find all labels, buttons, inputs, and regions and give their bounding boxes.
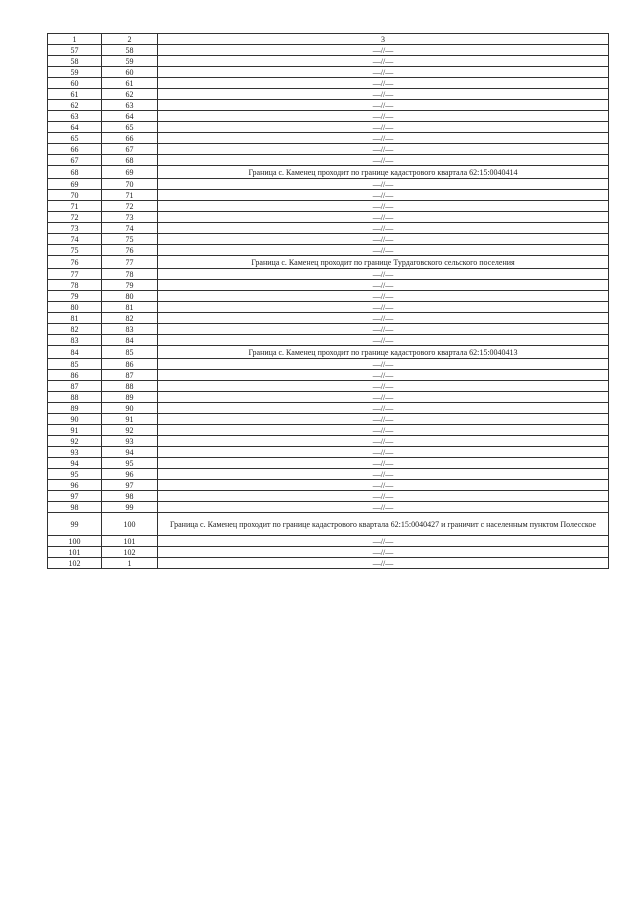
to-point-cell: 58 bbox=[102, 45, 158, 56]
from-point-cell: 60 bbox=[48, 78, 102, 89]
from-point-cell: 66 bbox=[48, 144, 102, 155]
description-cell: —//— bbox=[158, 324, 609, 335]
to-point-cell: 65 bbox=[102, 122, 158, 133]
to-point-cell: 70 bbox=[102, 179, 158, 190]
description-cell: —//— bbox=[158, 335, 609, 346]
table-row bbox=[48, 280, 609, 291]
description-cell: —//— bbox=[158, 234, 609, 245]
from-point-cell: 82 bbox=[48, 324, 102, 335]
from-point-cell: 94 bbox=[48, 458, 102, 469]
from-point-cell: 91 bbox=[48, 425, 102, 436]
description-cell: —//— bbox=[158, 447, 609, 458]
to-point-cell: 100 bbox=[102, 513, 158, 536]
description-cell: —//— bbox=[158, 280, 609, 291]
description-cell: —//— bbox=[158, 558, 609, 569]
to-point-cell: 59 bbox=[102, 56, 158, 67]
table-row bbox=[48, 447, 609, 458]
to-point-cell: 99 bbox=[102, 502, 158, 513]
table-row bbox=[48, 45, 609, 56]
table-row bbox=[48, 436, 609, 447]
table-row bbox=[48, 392, 609, 403]
table-row bbox=[48, 111, 609, 122]
from-point-cell: 96 bbox=[48, 480, 102, 491]
table-row bbox=[48, 234, 609, 245]
from-point-cell: 99 bbox=[48, 513, 102, 536]
from-point-cell: 73 bbox=[48, 223, 102, 234]
table-row bbox=[48, 480, 609, 491]
from-point-cell: 75 bbox=[48, 245, 102, 256]
to-point-cell: 79 bbox=[102, 280, 158, 291]
from-point-cell: 78 bbox=[48, 280, 102, 291]
to-point-cell: 89 bbox=[102, 392, 158, 403]
description-cell: —//— bbox=[158, 78, 609, 89]
from-point-cell: 72 bbox=[48, 212, 102, 223]
from-point-cell: 85 bbox=[48, 359, 102, 370]
table-row bbox=[48, 403, 609, 414]
table-row bbox=[48, 302, 609, 313]
table-row bbox=[48, 558, 609, 569]
to-point-cell: 91 bbox=[102, 414, 158, 425]
from-point-cell: 77 bbox=[48, 269, 102, 280]
description-cell: —//— bbox=[158, 89, 609, 100]
from-point-cell: 90 bbox=[48, 414, 102, 425]
table-header-row bbox=[48, 34, 609, 45]
from-point-cell: 83 bbox=[48, 335, 102, 346]
to-point-cell: 97 bbox=[102, 480, 158, 491]
description-cell: —//— bbox=[158, 414, 609, 425]
to-point-cell: 76 bbox=[102, 245, 158, 256]
description-cell: —//— bbox=[158, 223, 609, 234]
description-cell: —//— bbox=[158, 302, 609, 313]
to-point-cell: 73 bbox=[102, 212, 158, 223]
from-point-cell: 102 bbox=[48, 558, 102, 569]
from-point-cell: 58 bbox=[48, 56, 102, 67]
table-row bbox=[48, 536, 609, 547]
description-cell: Граница с. Каменец проходит по границе кадастрового квартала 62:15:0040414 bbox=[158, 166, 609, 179]
description-cell: —//— bbox=[158, 392, 609, 403]
from-point-cell: 84 bbox=[48, 346, 102, 359]
table-row bbox=[48, 425, 609, 436]
to-point-cell: 71 bbox=[102, 190, 158, 201]
table-row bbox=[48, 67, 609, 78]
from-point-cell: 95 bbox=[48, 469, 102, 480]
to-point-cell: 98 bbox=[102, 491, 158, 502]
from-point-cell: 74 bbox=[48, 234, 102, 245]
table-row bbox=[48, 324, 609, 335]
table-row bbox=[48, 513, 609, 536]
table-row bbox=[48, 212, 609, 223]
from-point-cell: 92 bbox=[48, 436, 102, 447]
description-cell: —//— bbox=[158, 212, 609, 223]
to-point-cell: 102 bbox=[102, 547, 158, 558]
from-point-cell: 67 bbox=[48, 155, 102, 166]
from-point-cell: 81 bbox=[48, 313, 102, 324]
from-point-cell: 79 bbox=[48, 291, 102, 302]
description-cell: —//— bbox=[158, 502, 609, 513]
to-point-cell: 78 bbox=[102, 269, 158, 280]
description-cell: —//— bbox=[158, 491, 609, 502]
table-row bbox=[48, 122, 609, 133]
to-point-cell: 95 bbox=[102, 458, 158, 469]
from-point-cell: 71 bbox=[48, 201, 102, 212]
description-cell: —//— bbox=[158, 133, 609, 144]
table-row bbox=[48, 502, 609, 513]
to-point-cell: 94 bbox=[102, 447, 158, 458]
to-point-cell: 61 bbox=[102, 78, 158, 89]
description-cell: —//— bbox=[158, 67, 609, 78]
from-point-cell: 64 bbox=[48, 122, 102, 133]
description-cell: —//— bbox=[158, 436, 609, 447]
to-point-cell: 67 bbox=[102, 144, 158, 155]
table-row bbox=[48, 491, 609, 502]
header-cell-1: 1 bbox=[48, 34, 102, 45]
from-point-cell: 93 bbox=[48, 447, 102, 458]
table-row bbox=[48, 370, 609, 381]
to-point-cell: 68 bbox=[102, 155, 158, 166]
table-row bbox=[48, 245, 609, 256]
description-cell: —//— bbox=[158, 403, 609, 414]
table-row bbox=[48, 414, 609, 425]
description-cell: —//— bbox=[158, 381, 609, 392]
from-point-cell: 62 bbox=[48, 100, 102, 111]
table-row bbox=[48, 144, 609, 155]
from-point-cell: 101 bbox=[48, 547, 102, 558]
from-point-cell: 61 bbox=[48, 89, 102, 100]
to-point-cell: 69 bbox=[102, 166, 158, 179]
description-cell: —//— bbox=[158, 536, 609, 547]
description-cell: —//— bbox=[158, 100, 609, 111]
from-point-cell: 86 bbox=[48, 370, 102, 381]
table-row bbox=[48, 381, 609, 392]
header-cell-3: 3 bbox=[158, 34, 609, 45]
table-row bbox=[48, 100, 609, 111]
to-point-cell: 87 bbox=[102, 370, 158, 381]
to-point-cell: 83 bbox=[102, 324, 158, 335]
table-row bbox=[48, 201, 609, 212]
description-cell: —//— bbox=[158, 144, 609, 155]
from-point-cell: 76 bbox=[48, 256, 102, 269]
from-point-cell: 89 bbox=[48, 403, 102, 414]
to-point-cell: 75 bbox=[102, 234, 158, 245]
table-row bbox=[48, 78, 609, 89]
table-row bbox=[48, 469, 609, 480]
description-cell: —//— bbox=[158, 155, 609, 166]
table-row bbox=[48, 291, 609, 302]
to-point-cell: 93 bbox=[102, 436, 158, 447]
to-point-cell: 66 bbox=[102, 133, 158, 144]
to-point-cell: 92 bbox=[102, 425, 158, 436]
from-point-cell: 100 bbox=[48, 536, 102, 547]
to-point-cell: 90 bbox=[102, 403, 158, 414]
description-cell: —//— bbox=[158, 269, 609, 280]
description-cell: —//— bbox=[158, 547, 609, 558]
table-row bbox=[48, 133, 609, 144]
to-point-cell: 86 bbox=[102, 359, 158, 370]
description-cell: —//— bbox=[158, 179, 609, 190]
table-body bbox=[48, 34, 609, 569]
description-cell: —//— bbox=[158, 190, 609, 201]
to-point-cell: 80 bbox=[102, 291, 158, 302]
from-point-cell: 87 bbox=[48, 381, 102, 392]
to-point-cell: 82 bbox=[102, 313, 158, 324]
from-point-cell: 63 bbox=[48, 111, 102, 122]
description-cell: —//— bbox=[158, 122, 609, 133]
description-cell: —//— bbox=[158, 469, 609, 480]
from-point-cell: 59 bbox=[48, 67, 102, 78]
table-row bbox=[48, 89, 609, 100]
table-row bbox=[48, 256, 609, 269]
description-cell: —//— bbox=[158, 313, 609, 324]
table-row bbox=[48, 313, 609, 324]
description-cell: —//— bbox=[158, 45, 609, 56]
description-cell: Граница с. Каменец проходит по границе Турдаговского сельского поселения bbox=[158, 256, 609, 269]
to-point-cell: 84 bbox=[102, 335, 158, 346]
table-row bbox=[48, 56, 609, 67]
from-point-cell: 68 bbox=[48, 166, 102, 179]
header-cell-2: 2 bbox=[102, 34, 158, 45]
to-point-cell: 88 bbox=[102, 381, 158, 392]
to-point-cell: 60 bbox=[102, 67, 158, 78]
description-cell: —//— bbox=[158, 201, 609, 212]
description-cell: —//— bbox=[158, 480, 609, 491]
from-point-cell: 97 bbox=[48, 491, 102, 502]
to-point-cell: 96 bbox=[102, 469, 158, 480]
from-point-cell: 70 bbox=[48, 190, 102, 201]
to-point-cell: 72 bbox=[102, 201, 158, 212]
description-cell: —//— bbox=[158, 370, 609, 381]
to-point-cell: 85 bbox=[102, 346, 158, 359]
table-row bbox=[48, 155, 609, 166]
table-row bbox=[48, 547, 609, 558]
description-cell: —//— bbox=[158, 291, 609, 302]
to-point-cell: 81 bbox=[102, 302, 158, 313]
to-point-cell: 1 bbox=[102, 558, 158, 569]
to-point-cell: 101 bbox=[102, 536, 158, 547]
table-row bbox=[48, 458, 609, 469]
table-row bbox=[48, 190, 609, 201]
description-cell: —//— bbox=[158, 359, 609, 370]
to-point-cell: 63 bbox=[102, 100, 158, 111]
from-point-cell: 65 bbox=[48, 133, 102, 144]
table-row bbox=[48, 223, 609, 234]
from-point-cell: 88 bbox=[48, 392, 102, 403]
description-cell: Граница с. Каменец проходит по границе кадастрового квартала 62:15:0040427 и граничит с населенным пунктом Полесское bbox=[158, 513, 609, 536]
description-cell: —//— bbox=[158, 56, 609, 67]
description-cell: Граница с. Каменец проходит по границе кадастрового квартала 62:15:0040413 bbox=[158, 346, 609, 359]
description-cell: —//— bbox=[158, 425, 609, 436]
table-row bbox=[48, 166, 609, 179]
table-row bbox=[48, 359, 609, 370]
to-point-cell: 74 bbox=[102, 223, 158, 234]
from-point-cell: 98 bbox=[48, 502, 102, 513]
boundary-points-table bbox=[47, 33, 609, 569]
table-row bbox=[48, 179, 609, 190]
to-point-cell: 64 bbox=[102, 111, 158, 122]
to-point-cell: 77 bbox=[102, 256, 158, 269]
table-row bbox=[48, 346, 609, 359]
from-point-cell: 80 bbox=[48, 302, 102, 313]
description-cell: —//— bbox=[158, 458, 609, 469]
to-point-cell: 62 bbox=[102, 89, 158, 100]
description-cell: —//— bbox=[158, 245, 609, 256]
table-row bbox=[48, 269, 609, 280]
description-cell: —//— bbox=[158, 111, 609, 122]
from-point-cell: 57 bbox=[48, 45, 102, 56]
table-row bbox=[48, 335, 609, 346]
from-point-cell: 69 bbox=[48, 179, 102, 190]
